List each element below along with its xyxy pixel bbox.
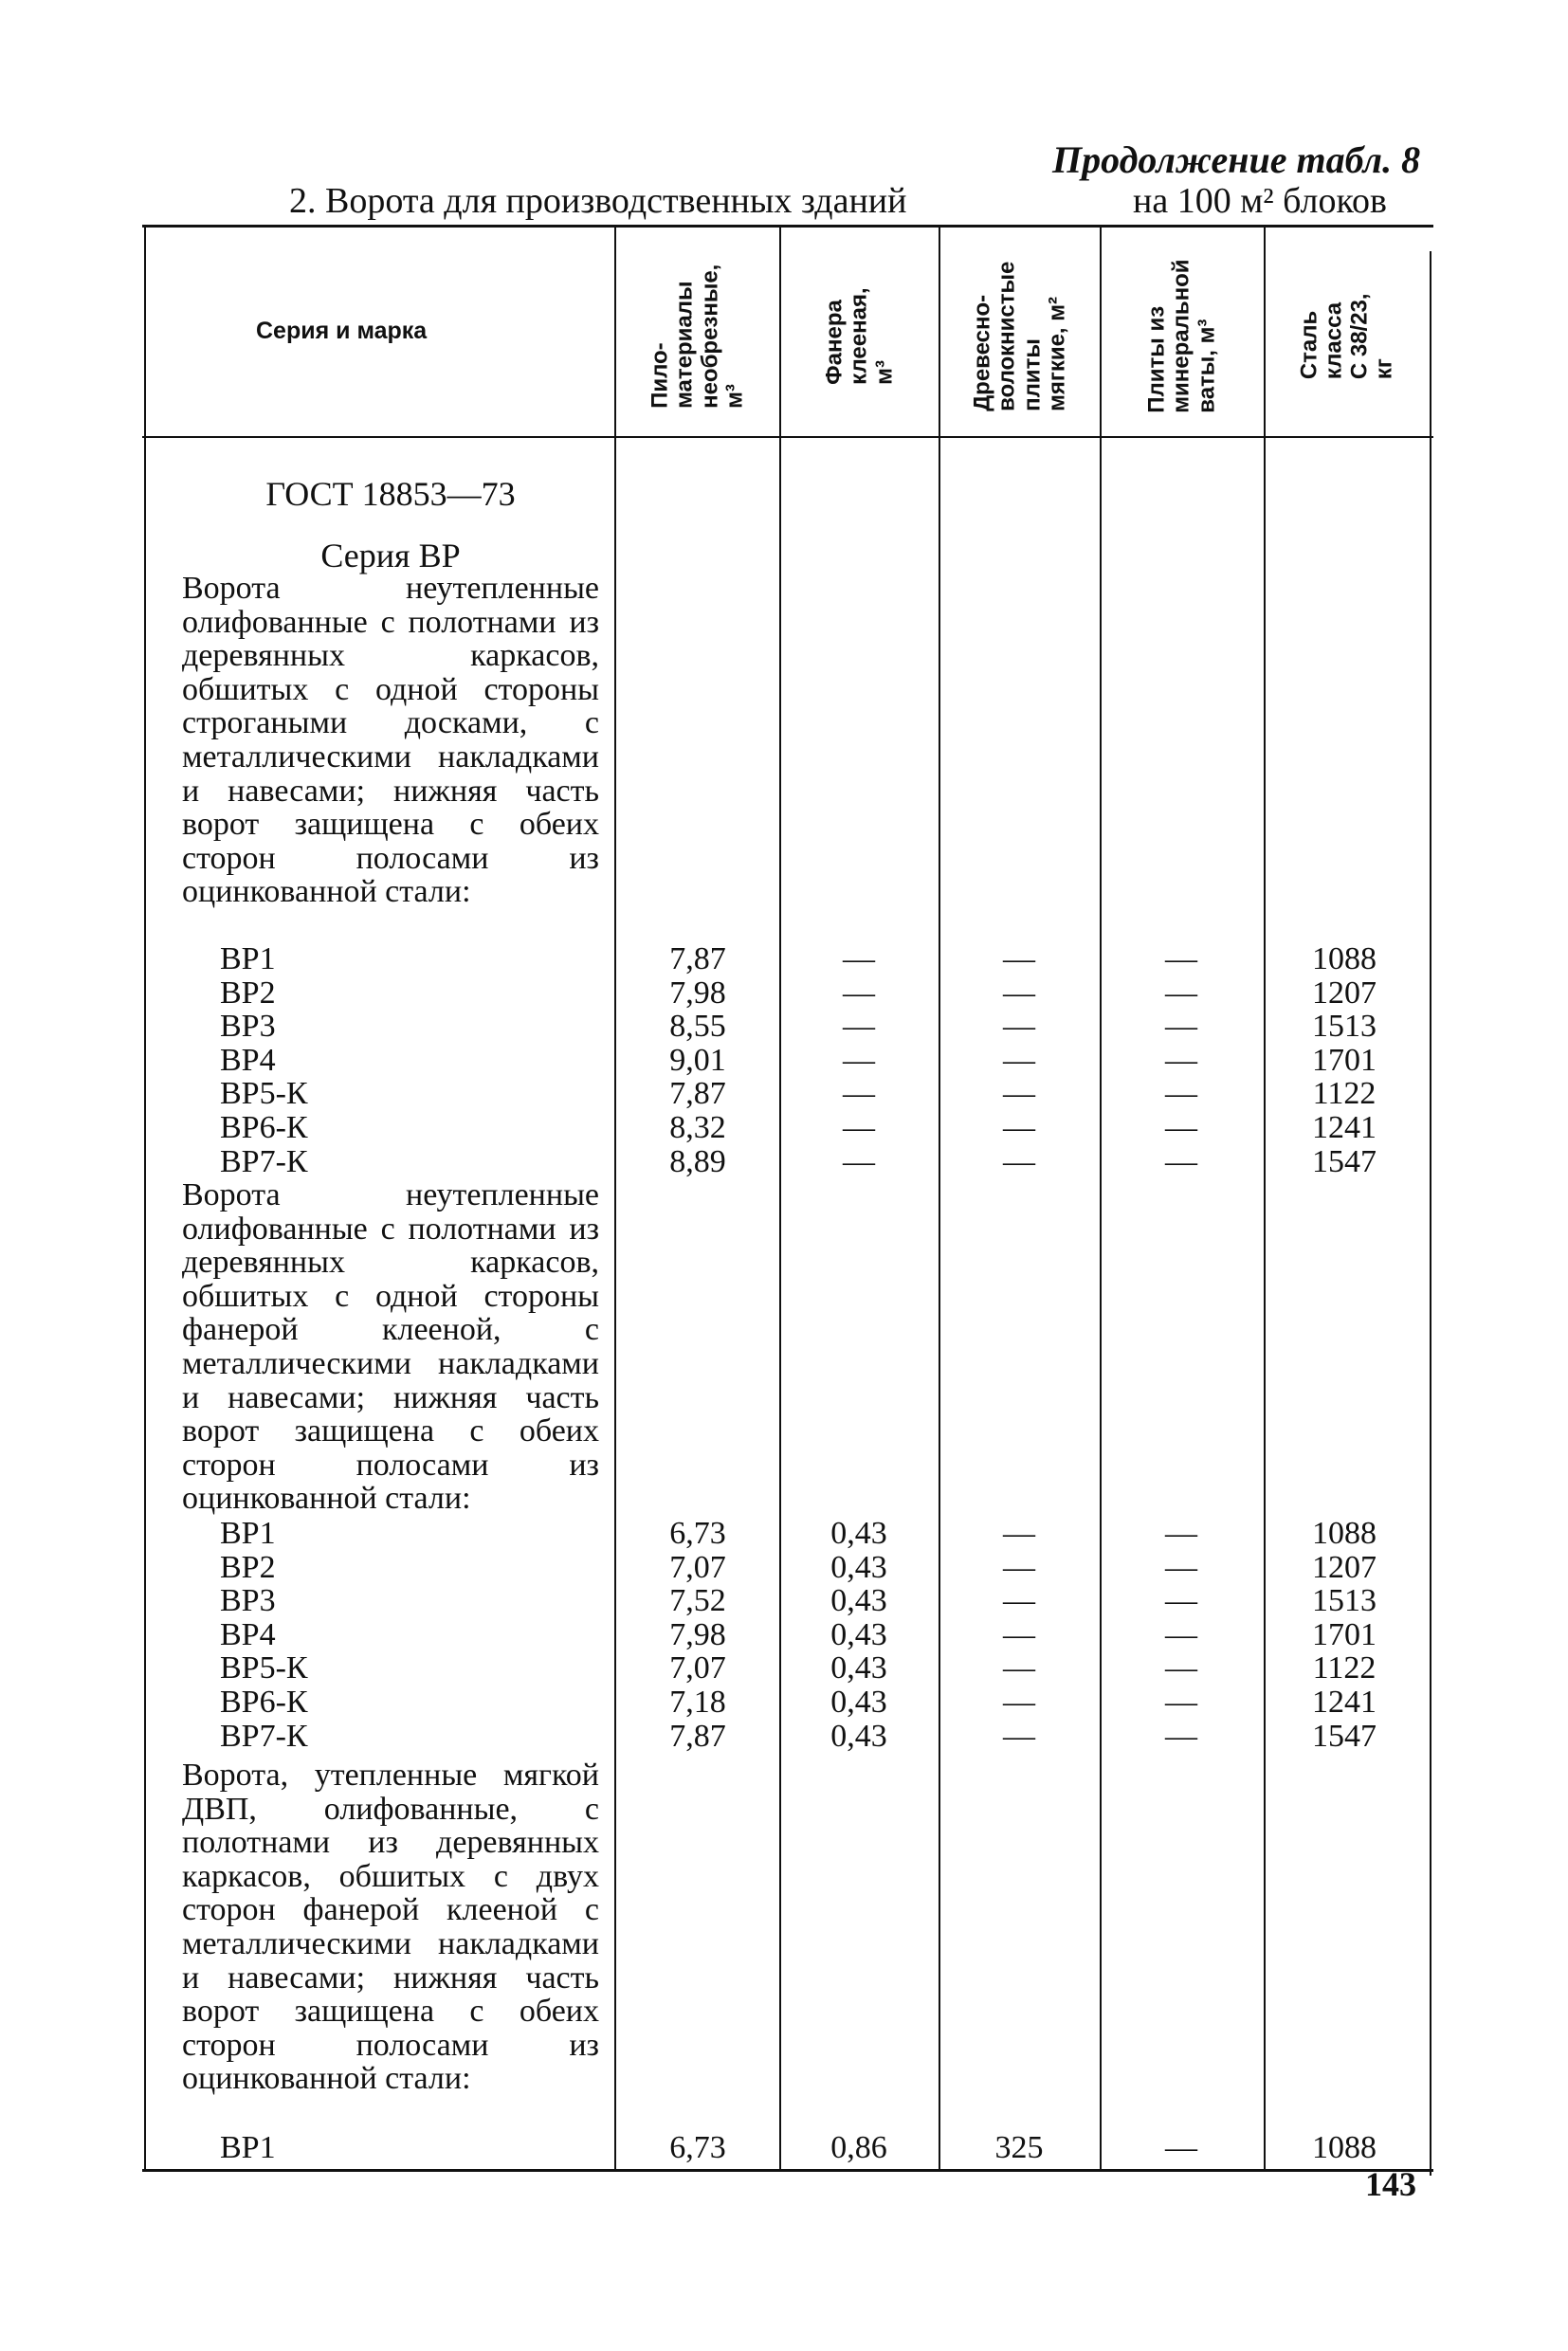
cell-plywood: 0,86 xyxy=(830,2130,887,2165)
cell-plywood: 0,43 xyxy=(830,1583,887,1619)
column-header-steel: Сталь класса С 38/23, кг xyxy=(1296,293,1397,380)
table-bottom-rule xyxy=(142,2169,1433,2172)
cell-fibreboard: — xyxy=(1003,1042,1035,1078)
cell-mineral: — xyxy=(1165,2130,1197,2165)
cell-lumber: 7,87 xyxy=(669,1076,726,1112)
cell-mineral: — xyxy=(1165,941,1197,976)
row-mark: ВР2 xyxy=(220,975,276,1011)
cell-lumber: 7,18 xyxy=(669,1685,726,1720)
column-header-series: Серия и марка xyxy=(256,318,428,344)
column-header-fibreboard: Древесно- волокнистые плиты мягкие, м² xyxy=(969,261,1070,412)
row-mark: ВР1 xyxy=(220,941,276,976)
row-mark: ВР6-К xyxy=(220,1110,308,1145)
table-top-rule xyxy=(142,225,1433,228)
cell-plywood: — xyxy=(843,1110,875,1145)
cell-plywood: — xyxy=(843,941,875,976)
cell-steel: 1088 xyxy=(1312,941,1377,976)
cell-steel: 1547 xyxy=(1312,1718,1377,1754)
row-mark: ВР3 xyxy=(220,1009,276,1045)
cell-lumber: 7,98 xyxy=(669,975,726,1011)
cell-lumber: 7,87 xyxy=(669,1718,726,1754)
cell-fibreboard: — xyxy=(1003,975,1035,1011)
row-mark: ВР1 xyxy=(220,1516,276,1551)
column-header-lumber: Пило- материалы необрезные, м³ xyxy=(647,264,748,410)
cell-plywood: 0,43 xyxy=(830,1616,887,1652)
cell-fibreboard: — xyxy=(1003,1685,1035,1720)
cell-fibreboard: — xyxy=(1003,1110,1035,1145)
cell-lumber: 8,32 xyxy=(669,1110,726,1145)
column-header-mineral-wool: Плиты из минеральной ваты, м³ xyxy=(1143,259,1220,414)
cell-fibreboard: — xyxy=(1003,1076,1035,1112)
cell-mineral: — xyxy=(1165,1110,1197,1145)
cell-plywood: 0,43 xyxy=(830,1685,887,1720)
units-note: на 100 м² блоков xyxy=(1133,181,1387,221)
cell-plywood: — xyxy=(843,1143,875,1179)
cell-steel: 1088 xyxy=(1312,1516,1377,1551)
cell-steel: 1513 xyxy=(1312,1583,1377,1619)
cell-plywood: 0,43 xyxy=(830,1718,887,1754)
cell-mineral: — xyxy=(1165,1616,1197,1652)
cell-mineral: — xyxy=(1165,1009,1197,1045)
cell-plywood: 0,43 xyxy=(830,1549,887,1585)
col-rule-1 xyxy=(614,228,616,2169)
cell-plywood: 0,43 xyxy=(830,1650,887,1686)
cell-fibreboard: — xyxy=(1003,1583,1035,1619)
cell-fibreboard: — xyxy=(1003,1718,1035,1754)
row-mark: ВР4 xyxy=(220,1616,276,1652)
cell-lumber: 8,89 xyxy=(669,1143,726,1179)
cell-plywood: 0,43 xyxy=(830,1516,887,1551)
cell-steel: 1207 xyxy=(1312,975,1377,1011)
col-rule-5 xyxy=(1264,228,1266,2169)
col-rule-4 xyxy=(1100,228,1102,2169)
standard-label: ГОСТ 18853—73 xyxy=(265,475,516,513)
cell-steel: 1701 xyxy=(1312,1616,1377,1652)
cell-steel: 1088 xyxy=(1312,2130,1377,2165)
cell-mineral: — xyxy=(1165,1076,1197,1112)
cell-mineral: — xyxy=(1165,1516,1197,1551)
cell-fibreboard: — xyxy=(1003,1549,1035,1585)
row-mark: ВР3 xyxy=(220,1583,276,1619)
group-2-description: Ворота неутепленные олифованные с полотнами из деревянных каркасов, обшитых с одной стороны фанерой клееной, с металлическими накладками и навесами; нижняя часть ворот защищена с обеих сторон полосами из оцинкованной стали: xyxy=(182,1177,599,1517)
row-mark: ВР7-К xyxy=(220,1718,308,1754)
cell-steel: 1241 xyxy=(1312,1685,1377,1720)
cell-mineral: — xyxy=(1165,1042,1197,1078)
cell-lumber: 8,55 xyxy=(669,1009,726,1045)
cell-steel: 1701 xyxy=(1312,1042,1377,1078)
row-mark: ВР6-К xyxy=(220,1685,308,1720)
group-3-description: Ворота, утепленные мягкой ДВП, олифованные, с полотнами из деревянных каркасов, обшитых с двух сторон фанерой клееной с металлическими накладками и навесами; нижняя часть ворот защищена с обеих сторон полосами из оцинкованной стали: xyxy=(182,1758,599,2097)
cell-fibreboard: — xyxy=(1003,1009,1035,1045)
cell-fibreboard: — xyxy=(1003,1143,1035,1179)
cell-steel: 1241 xyxy=(1312,1110,1377,1145)
cell-plywood: — xyxy=(843,1042,875,1078)
col-rule-2 xyxy=(779,228,781,2169)
cell-lumber: 7,07 xyxy=(669,1549,726,1585)
cell-steel: 1513 xyxy=(1312,1009,1377,1045)
header-bottom-rule xyxy=(142,436,1433,438)
continuation-note: Продолжение табл. 8 xyxy=(1052,138,1421,181)
column-header-plywood: Фанера клееная, м³ xyxy=(821,287,898,386)
cell-lumber: 6,73 xyxy=(669,2130,726,2165)
cell-mineral: — xyxy=(1165,975,1197,1011)
row-mark: ВР4 xyxy=(220,1042,276,1078)
cell-mineral: — xyxy=(1165,1549,1197,1585)
cell-lumber: 7,98 xyxy=(669,1616,726,1652)
series-label: Серия ВР xyxy=(320,537,461,574)
row-mark: ВР7-К xyxy=(220,1143,308,1179)
col-rule-right xyxy=(1430,251,1431,2176)
cell-steel: 1122 xyxy=(1312,1076,1377,1112)
cell-steel: 1122 xyxy=(1312,1650,1377,1686)
cell-fibreboard: — xyxy=(1003,941,1035,976)
cell-fibreboard: 325 xyxy=(994,2130,1044,2165)
cell-lumber: 6,73 xyxy=(669,1516,726,1551)
cell-fibreboard: — xyxy=(1003,1650,1035,1686)
cell-fibreboard: — xyxy=(1003,1516,1035,1551)
row-mark: ВР2 xyxy=(220,1549,276,1585)
cell-mineral: — xyxy=(1165,1650,1197,1686)
cell-mineral: — xyxy=(1165,1718,1197,1754)
cell-lumber: 7,87 xyxy=(669,941,726,976)
group-1-description: Ворота неутепленные олифованные с полотнами из деревянных каркасов, обшитых с одной стороны строгаными досками, с металлическими накладками и навесами; нижняя часть ворот защищена с обеих сторон полосами из оцинкованной стали: xyxy=(182,571,599,910)
cell-lumber: 7,07 xyxy=(669,1650,726,1686)
row-mark: ВР5-К xyxy=(220,1650,308,1686)
cell-mineral: — xyxy=(1165,1583,1197,1619)
cell-steel: 1207 xyxy=(1312,1549,1377,1585)
page-number: 143 xyxy=(1365,2165,1416,2203)
cell-steel: 1547 xyxy=(1312,1143,1377,1179)
cell-plywood: — xyxy=(843,1009,875,1045)
cell-plywood: — xyxy=(843,1076,875,1112)
section-title: 2. Ворота для производственных зданий xyxy=(289,181,907,221)
cell-lumber: 7,52 xyxy=(669,1583,726,1619)
col-rule-3 xyxy=(939,228,940,2169)
row-mark: ВР5-К xyxy=(220,1076,308,1112)
col-rule-left xyxy=(144,228,146,2169)
cell-mineral: — xyxy=(1165,1143,1197,1179)
cell-mineral: — xyxy=(1165,1685,1197,1720)
cell-plywood: — xyxy=(843,975,875,1011)
row-mark: ВР1 xyxy=(220,2130,276,2165)
cell-lumber: 9,01 xyxy=(669,1042,726,1078)
cell-fibreboard: — xyxy=(1003,1616,1035,1652)
